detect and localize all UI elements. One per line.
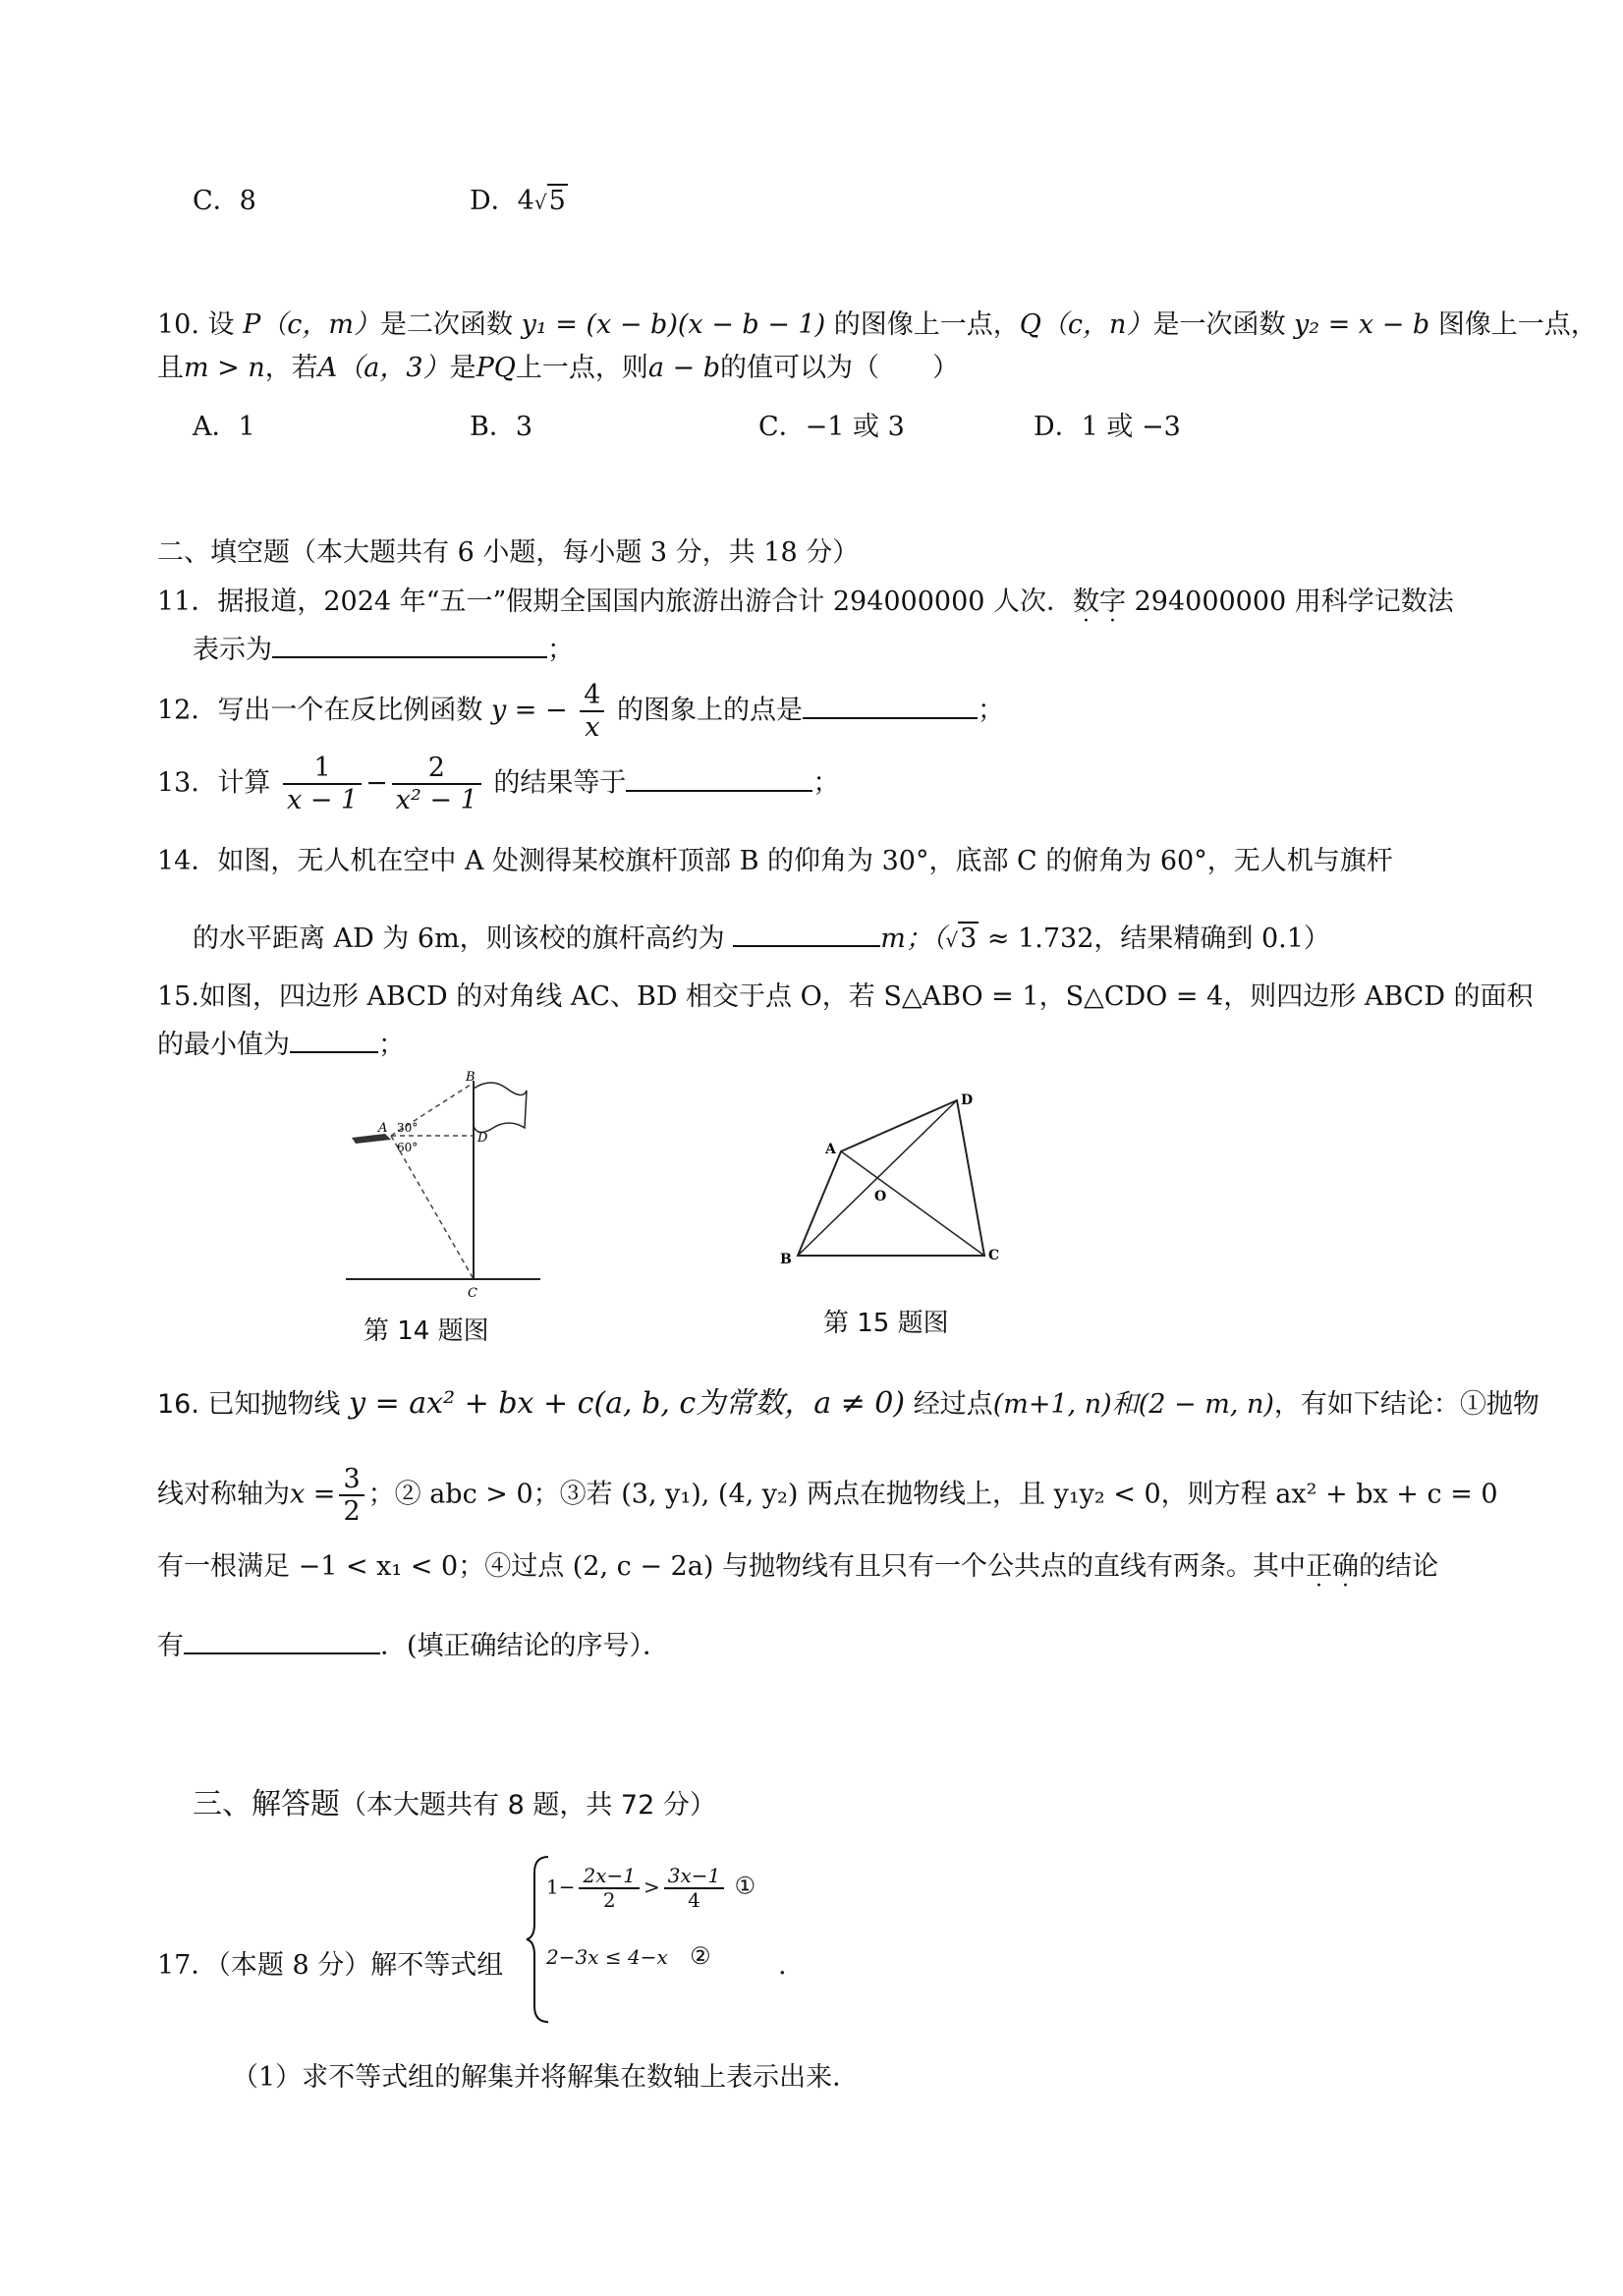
q11-answer-blank[interactable]: [272, 631, 547, 658]
fig14-label-c: C: [468, 1286, 477, 1301]
q10-number: 10. 设: [157, 309, 235, 340]
q12-num: 4: [580, 680, 604, 712]
q10-line2-e: 的值可以为（ ）: [720, 353, 960, 383]
q16-text3: ，有如下结论：①抛物: [1273, 1389, 1539, 1420]
q14-line2: 的水平距离 AD 为 6m，则该校的旗杆高约为 m；（√3 ≈ 1.732，结果精确到 0.1）: [193, 920, 1330, 956]
fig15-label-b: B: [780, 1252, 792, 1265]
q13-minus: −: [365, 767, 388, 799]
q16-x-eq: x =: [290, 1479, 336, 1510]
q16-line2-b: ；② abc > 0；③若 (3, y₁), (4, y₂) 两点在抛物线上，且 y₁y₂ < 0，则方程 ax² + bx + c = 0: [367, 1479, 1498, 1510]
q10-func1: y₁ = (x − b)(x − b − 1): [521, 309, 826, 340]
q16-line1: [157, 1385, 1539, 1423]
section2-title: 二、填空题（本大题共有 6 小题，每小题 3 分，共 18 分）: [157, 537, 860, 568]
q10-line2-c: 是: [449, 353, 476, 383]
q14-sqrt3: 3: [960, 924, 978, 954]
q10-pq: PQ: [476, 353, 516, 383]
q16-line3-b: 的结论: [1358, 1551, 1438, 1582]
q16-emph-char2: 确: [1331, 1551, 1359, 1582]
q12-answer-blank[interactable]: [803, 692, 978, 719]
q13-answer-blank[interactable]: [626, 764, 812, 792]
q12-y: y = −: [490, 695, 568, 726]
q14-line1: 14．如图，无人机在空中 A 处测得某校旗杆顶部 B 的仰角为 30°，底部 C 的俯角为 60°，无人机与旗杆: [157, 846, 1393, 876]
q17-ineq1-gt: >: [643, 1875, 660, 1899]
q15-line1: 15.如图，四边形 ABCD 的对角线 AC、BD 相交于点 O，若 S△ABO = 1，S△CDO = 4，则四边形 ABCD 的面积: [157, 981, 1534, 1012]
q10-text4: 图像上一点，: [1437, 309, 1597, 340]
q11-line1: [157, 586, 1454, 619]
q14-approx: ≈ 1.732，结果精确到 0.1）: [979, 924, 1330, 954]
q17-ineq2-mark: ②: [690, 1942, 711, 1970]
q14-answer-blank[interactable]: [733, 920, 880, 947]
q10-text3: 是一次函数: [1152, 309, 1286, 340]
section3-title: 三、解答题: [193, 1787, 340, 1821]
q13-end: ；: [812, 767, 840, 799]
q13-fraction1: [283, 753, 362, 815]
q17-ineq1-den2: 4: [688, 1888, 700, 1912]
q12-text: 12．写出一个在反比例函数: [157, 695, 483, 726]
q16-den: 2: [343, 1496, 361, 1528]
q11-emph-char2: 字: [1099, 587, 1127, 617]
q10-condition: m > n: [184, 353, 265, 383]
q17-ineq1-den1: 2: [602, 1888, 616, 1912]
q12-line: [157, 680, 1004, 743]
q13-f2-num: 2: [392, 753, 481, 785]
fig15-label-d: D: [961, 1092, 974, 1108]
figure-15-quadrilateral: [776, 1089, 1022, 1265]
q17-ineq1-num1: 2x−1: [579, 1865, 640, 1889]
q10-a-minus-b: a − b: [647, 353, 721, 383]
q15-prompt: 的最小值为: [157, 1030, 290, 1060]
q17-ineq1-frac2: [664, 1865, 725, 1912]
figure-15-caption: 第 15 题图: [823, 1309, 949, 1338]
q16-line2-a: 线对称轴为: [157, 1479, 290, 1510]
q17-prefix: 17．（本题 8 分）解不等式组: [157, 1950, 504, 1981]
q17-part1: （1）求不等式组的解集并将解集在数轴上表示出来．: [232, 2062, 860, 2093]
q17-ineq1-frac1: [579, 1865, 640, 1912]
q16-emph-char1: 正: [1305, 1551, 1332, 1582]
figure-14-caption: 第 14 题图: [364, 1316, 489, 1346]
q13-f1-den: x − 1: [286, 785, 359, 816]
q10-line2-b: ，若: [264, 353, 318, 383]
q16-points: (m+1, n)和(2 − m, n): [992, 1389, 1274, 1420]
q10-line2-a: 且: [157, 353, 184, 383]
q9-option-c: C．8: [193, 186, 256, 216]
q17-ineq1-num2: 3x−1: [664, 1865, 725, 1889]
q10-option-a: A．1: [193, 412, 255, 442]
q14-text: 的水平距离 AD 为 6m，则该校的旗杆高约为: [193, 924, 725, 954]
q9-option-d: D．4√5: [470, 186, 566, 216]
q11-emph-char1: 数: [1073, 587, 1100, 617]
q10-text1: 是二次函数: [380, 309, 514, 340]
q15-line2: [157, 1026, 405, 1062]
section3-subtitle: （本大题共有 8 题，共 72 分）: [340, 1790, 716, 1820]
q10-option-c: C．−1 或 3: [758, 412, 905, 442]
fig15-label-c: C: [988, 1248, 1000, 1263]
q16-prompt: 有: [157, 1631, 184, 1661]
q12-text2: 的图象上的点是: [617, 695, 803, 726]
fig14-angle-30: 30°: [397, 1121, 419, 1135]
q16-line2: [157, 1464, 1498, 1527]
q16-text2: 经过点: [913, 1389, 993, 1420]
q10-point-a: A（a，3）: [317, 353, 450, 383]
q10-point-q: Q（c，n）: [1019, 309, 1153, 340]
q16-line4: [157, 1627, 669, 1663]
q16-num: 3: [339, 1464, 364, 1496]
q16-line3-a: 有一根满足 −1 < x₁ < 0；④过点 (2, c − 2a) 与抛物线有且只有一个公共点的直线有两条。其中: [157, 1551, 1306, 1582]
q10-line1: [157, 308, 1597, 342]
q10-option-b: B．3: [470, 412, 533, 442]
q9-option-d-prefix: D．4: [470, 186, 534, 216]
q11-prompt: 表示为: [193, 635, 272, 665]
q10-func2: y₂ = x − b: [1294, 309, 1430, 340]
fig14-angle-60: 60°: [397, 1141, 419, 1154]
q17-period: .: [778, 1950, 787, 1981]
fig14-label-b: B: [466, 1070, 476, 1085]
q16-fraction: [339, 1464, 364, 1527]
figure-14-flagpole: [334, 1069, 570, 1305]
q10-text2: 的图像上一点，: [833, 309, 1020, 340]
q13-f1-num: 1: [283, 753, 362, 785]
q17-ineq1-mark: ①: [734, 1872, 756, 1900]
q13-f2-den: x² − 1: [395, 785, 477, 816]
q15-answer-blank[interactable]: [290, 1026, 378, 1053]
q13-line: [157, 753, 839, 815]
q13-fraction2: [392, 753, 481, 815]
q15-end: ；: [378, 1030, 405, 1060]
q11-line2: [193, 631, 574, 667]
q16-text: 16. 已知抛物线: [157, 1389, 341, 1420]
q12-end: ；: [978, 695, 1004, 726]
section3-header: [193, 1786, 716, 1823]
q10-point-p: P（c，m）: [243, 309, 381, 340]
q11-end: ；: [547, 635, 574, 665]
q17-ineq1-a: 1−: [546, 1875, 576, 1899]
q16-equation: y = ax² + bx + c(a, b, c为常数，a ≠ 0): [349, 1386, 906, 1421]
fig14-label-a: A: [378, 1121, 388, 1136]
q17-ineq2: [546, 1941, 711, 1971]
q13-text2: 的结果等于: [493, 767, 627, 799]
q9-option-d-sqrt: 5: [548, 186, 566, 216]
fig15-label-a: A: [825, 1142, 836, 1157]
q16-answer-blank[interactable]: [184, 1627, 380, 1654]
q17-ineq2-text: 2−3x ≤ 4−x: [546, 1945, 668, 1969]
q10-line2: [157, 352, 959, 385]
q10-line2-d: 上一点，则: [515, 353, 648, 383]
q13-text: 13．计算: [157, 767, 271, 799]
q12-fraction: [580, 680, 604, 743]
q11-text-tail: 294000000 用科学记数法: [1126, 587, 1454, 617]
q16-line3: [157, 1550, 1438, 1584]
q11-text: 11．据报道，2024 年“五一”假期全国国内旅游出游合计 294000000 人次．: [157, 587, 1074, 617]
fig14-label-d: D: [477, 1131, 488, 1146]
q10-option-d: D．1 或 −3: [1034, 412, 1181, 442]
q16-instruction: ．(填正确结论的序号）．: [380, 1631, 670, 1661]
q14-unit: m；（: [880, 924, 946, 954]
q12-den: x: [585, 712, 600, 744]
fig15-label-o: O: [874, 1189, 887, 1204]
q17-ineq1: [546, 1865, 756, 1912]
